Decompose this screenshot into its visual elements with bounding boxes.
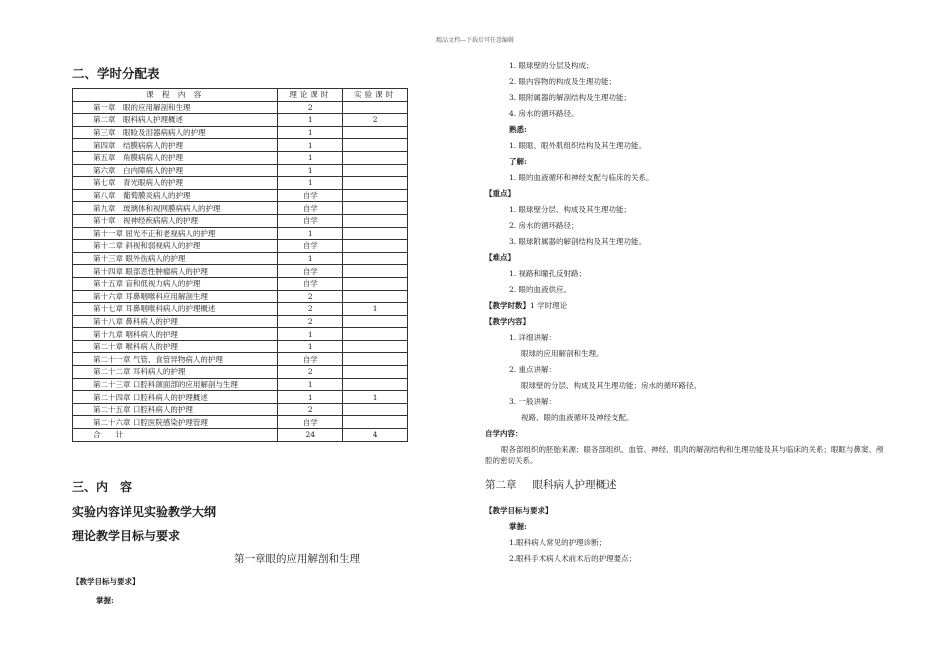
cell-lab-hours	[343, 366, 408, 379]
cell-lab-hours: 1	[343, 391, 408, 404]
table-row	[73, 328, 408, 341]
cell-chapter: 第十三章 眼外伤病人的护理	[73, 252, 278, 265]
cell-lab-hours	[343, 126, 408, 139]
cell-chapter: 第二十六章 口腔医院感染护理管理	[73, 416, 278, 429]
list-item: 4. 房水的循环路径。	[509, 109, 579, 118]
cell-theory-hours: 1	[278, 378, 343, 391]
cell-theory-hours: 1	[278, 139, 343, 152]
lab-note: 实验内容详见实验教学大纲	[72, 505, 217, 519]
cell-lab-hours: 1	[343, 303, 408, 316]
self-study-label: 自学内容：	[485, 429, 523, 438]
cell-theory-hours: 自学	[278, 214, 343, 227]
table-row	[73, 416, 408, 429]
cell-lab-hours	[343, 101, 408, 114]
table-row	[73, 227, 408, 240]
master-label-2: 掌握:	[509, 522, 527, 531]
cell-chapter: 第五章 角膜病病人的护理	[73, 151, 278, 164]
table-row	[73, 378, 408, 391]
table-row	[73, 164, 408, 177]
table-row	[73, 101, 408, 114]
difficulty-tag: 【难点】	[485, 253, 515, 262]
cell-chapter: 第二章 眼科病人护理概述	[73, 114, 278, 127]
table-row	[73, 403, 408, 416]
section-title-hours: 二、学时分配表	[72, 66, 160, 81]
table-row	[73, 177, 408, 190]
list-item: 视路、眼的血液循环及神经支配。	[521, 413, 634, 422]
cell-chapter: 第二十四章 口腔科病人的护理概述	[73, 391, 278, 404]
table-row	[73, 366, 408, 379]
cell-lab-hours	[343, 164, 408, 177]
theory-title: 理论教学目标与要求	[72, 529, 181, 543]
table-row	[73, 214, 408, 227]
familiar-label: 熟悉:	[509, 125, 527, 134]
cell-chapter: 第十五章 盲和低视力病人的护理	[73, 277, 278, 290]
cell-theory-hours: 自学	[278, 416, 343, 429]
cell-lab-hours	[343, 177, 408, 190]
hours-tag: 【教学时数】	[485, 301, 530, 310]
page-header-note: 精品文档---下载后可任意编辑	[435, 37, 515, 44]
cell-theory-hours: 自学	[278, 265, 343, 278]
cell-lab-hours	[343, 265, 408, 278]
table-row	[73, 277, 408, 290]
cell-theory-hours: 2	[278, 315, 343, 328]
cell-theory-hours: 自学	[278, 353, 343, 366]
self-study-text: 眼各部组织的胚胎来源；眼各部组织、血管、神经、肌肉的解剖结构和生理功能及其与临床的关系；眼眶与鼻窦、颅腔的密切关系。	[485, 445, 884, 465]
cell-theory-hours: 1	[278, 227, 343, 240]
cell-chapter: 第十七章 耳鼻咽喉科病人的护理概述	[73, 303, 278, 316]
cell-chapter: 第九章 玻璃体和视网膜病病人的护理	[73, 202, 278, 215]
list-item: 1. 视路和瞳孔反射路；	[509, 269, 587, 278]
table-row	[73, 340, 408, 353]
cell-lab-hours	[343, 240, 408, 253]
cell-lab-hours	[343, 315, 408, 328]
list-item: 眼球壁的分层、构成及其生理功能；房水的循环路径。	[521, 381, 701, 390]
list-item: 1. 详细讲解：	[509, 333, 557, 342]
chapter1-title: 第一章眼的应用解剖和生理	[234, 553, 360, 565]
cell-chapter: 第二十二章 耳科病人的护理	[73, 366, 278, 379]
cell-theory-hours: 1	[278, 328, 343, 341]
list-item: 眼球的应用解剖和生理。	[521, 349, 604, 358]
hours-table	[72, 88, 408, 442]
cell-chapter: 第二十章 喉科病人的护理	[73, 340, 278, 353]
cell-theory-hours: 2	[278, 303, 343, 316]
table-row	[73, 139, 408, 152]
content-section	[72, 478, 412, 606]
cell-lab-hours	[343, 328, 408, 341]
list-item: 1.眼科病人常见的护理诊断；	[509, 538, 607, 547]
cell-theory-hours: 1	[278, 340, 343, 353]
table-row	[73, 151, 408, 164]
cell-lab-hours	[343, 416, 408, 429]
table-row	[73, 315, 408, 328]
right-column	[485, 60, 885, 569]
cell-lab-hours: 4	[343, 429, 408, 442]
table-row	[73, 114, 408, 127]
table-row	[73, 265, 408, 278]
left-column	[72, 64, 412, 442]
goal-tag: 【教学目标与要求】	[72, 577, 140, 586]
column-header-lab: 实验课时	[343, 89, 408, 102]
understand-label: 了解:	[509, 157, 527, 166]
cell-lab-hours	[343, 227, 408, 240]
list-item: 3. 一般讲解：	[509, 397, 557, 406]
cell-chapter: 第十四章 眼部恶性肿瘤病人的护理	[73, 265, 278, 278]
table-row	[73, 303, 408, 316]
cell-theory-hours: 自学	[278, 277, 343, 290]
cell-lab-hours	[343, 277, 408, 290]
cell-lab-hours	[343, 139, 408, 152]
cell-chapter: 第二十一章 气管、食管异物病人的护理	[73, 353, 278, 366]
table-row	[73, 240, 408, 253]
cell-lab-hours	[343, 214, 408, 227]
list-item: 2. 重点讲解：	[509, 365, 557, 374]
goal-tag-2: 【教学目标与要求】	[485, 506, 553, 515]
cell-theory-hours: 1	[278, 151, 343, 164]
cell-theory-hours: 1	[278, 164, 343, 177]
table-header-row	[73, 89, 408, 102]
content-tag: 【教学内容】	[485, 317, 530, 326]
chapter2-name: 眼科病人护理概述	[532, 479, 617, 491]
cell-chapter: 第十六章 耳鼻咽喉科应用解剖生理	[73, 290, 278, 303]
cell-chapter: 第三章 眼睑及泪器病病人的护理	[73, 126, 278, 139]
hours-table-body	[73, 101, 408, 441]
cell-theory-hours: 24	[278, 429, 343, 442]
cell-theory-hours: 1	[278, 391, 343, 404]
cell-lab-hours	[343, 151, 408, 164]
cell-chapter: 第七章 青光眼病人的护理	[73, 177, 278, 190]
cell-theory-hours: 2	[278, 403, 343, 416]
cell-chapter: 第十章 视神经疾病病人的护理	[73, 214, 278, 227]
list-item: 3. 眼球附属器的解剖结构及其生理功能。	[509, 237, 647, 246]
cell-theory-hours: 2	[278, 366, 343, 379]
cell-chapter: 第十九章 咽科病人的护理	[73, 328, 278, 341]
list-item: 2. 房水的循环路径；	[509, 221, 579, 230]
cell-theory-hours: 1	[278, 114, 343, 127]
cell-theory-hours: 自学	[278, 240, 343, 253]
cell-lab-hours	[343, 403, 408, 416]
table-row	[73, 353, 408, 366]
table-row	[73, 202, 408, 215]
hours-text: 1 学时理论	[530, 301, 568, 310]
cell-theory-hours: 2	[278, 290, 343, 303]
cell-chapter: 第二十三章 口腔科颌面部的应用解剖与生理	[73, 378, 278, 391]
list-item: 2. 眼的血液供应。	[509, 285, 572, 294]
cell-chapter: 第十二章 斜视和弱视病人的护理	[73, 240, 278, 253]
cell-theory-hours: 1	[278, 126, 343, 139]
list-item: 1. 眼球壁的分层及构成；	[509, 61, 594, 70]
key-tag: 【重点】	[485, 189, 515, 198]
cell-lab-hours	[343, 252, 408, 265]
cell-lab-hours	[343, 378, 408, 391]
list-item: 1. 眼眶、眼外肌组织结构及其生理功能。	[509, 141, 647, 150]
table-row	[73, 189, 408, 202]
hours-line	[485, 300, 885, 311]
cell-chapter: 第八章 葡萄膜炎病人的护理	[73, 189, 278, 202]
table-row	[73, 429, 408, 442]
cell-chapter: 第十一章 屈光不正和老视病人的护理	[73, 227, 278, 240]
cell-chapter: 第四章 结膜病病人的护理	[73, 139, 278, 152]
cell-lab-hours	[343, 202, 408, 215]
list-item: 2.眼科手术病人术前术后的护理要点；	[509, 554, 637, 563]
cell-chapter: 第十八章 鼻科病人的护理	[73, 315, 278, 328]
cell-lab-hours	[343, 353, 408, 366]
table-row	[73, 391, 408, 404]
table-row	[73, 290, 408, 303]
section-title-content: 三、内 容	[72, 480, 133, 494]
list-item: 3. 眼附属器的解剖结构及生理功能；	[509, 93, 632, 102]
cell-lab-hours: 2	[343, 114, 408, 127]
cell-theory-hours: 自学	[278, 189, 343, 202]
cell-theory-hours: 自学	[278, 202, 343, 215]
cell-chapter: 第二十五章 口腔科病人的护理	[73, 403, 278, 416]
column-header-content: 课 程 内 容	[73, 89, 278, 102]
list-item: 1. 眼的血液循环和神经支配与临床的关系。	[509, 173, 654, 182]
table-row	[73, 126, 408, 139]
cell-chapter: 合 计	[73, 429, 278, 442]
cell-theory-hours: 2	[278, 101, 343, 114]
cell-lab-hours	[343, 340, 408, 353]
cell-theory-hours: 1	[278, 252, 343, 265]
cell-chapter: 第六章 白内障病人的护理	[73, 164, 278, 177]
list-item: 2. 眼内容物的构成及生理功能；	[509, 77, 617, 86]
cell-lab-hours	[343, 290, 408, 303]
master-label: 掌握:	[96, 596, 114, 605]
chapter2-title	[485, 480, 885, 491]
table-row	[73, 252, 408, 265]
column-header-theory: 理论课时	[278, 89, 343, 102]
cell-lab-hours	[343, 189, 408, 202]
cell-chapter: 第一章 眼的应用解剖和生理	[73, 101, 278, 114]
cell-theory-hours: 1	[278, 177, 343, 190]
chapter2-number: 第二章	[485, 479, 517, 491]
list-item: 1. 眼球壁分层、构成及其生理功能；	[509, 205, 632, 214]
master-list	[485, 60, 885, 119]
